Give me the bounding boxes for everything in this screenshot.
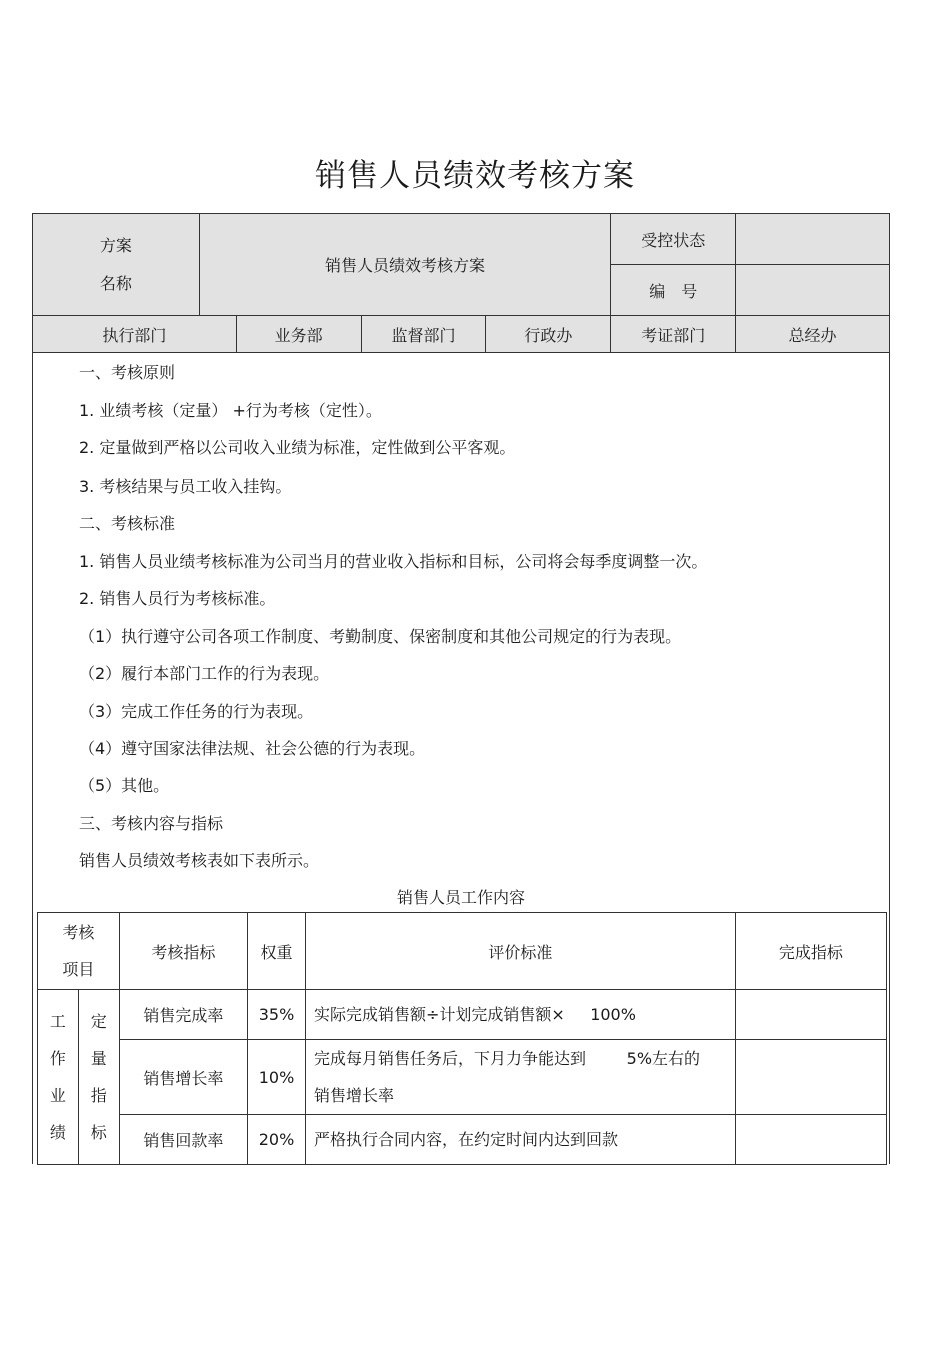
verify-dept-label: 考证部门	[611, 316, 736, 353]
header-assess-item-line-2: 项目	[62, 960, 95, 979]
exec-dept-label: 执行部门	[33, 316, 237, 353]
row-criteria	[305, 1040, 735, 1115]
row-weight: 10%	[248, 1040, 306, 1115]
section-heading: 三、考核内容与指标	[79, 814, 224, 833]
body-line: 3. 考核结果与员工收入挂钩。	[79, 477, 292, 496]
plan-name-label-cell	[33, 214, 200, 316]
body-line: （1）执行遵守公司各项工作制度、考勤制度、保密制度和其他公司规定的行为表现。	[79, 627, 682, 646]
group-char: 绩	[49, 1123, 66, 1142]
row-criteria-line: 销售增长率	[313, 1086, 394, 1105]
row-target[interactable]	[735, 990, 886, 1040]
group-char: 业	[49, 1086, 66, 1105]
header-assess-item	[38, 913, 120, 990]
kpi-table	[37, 912, 887, 1165]
row-criteria-line: 实际完成销售额÷计划完成销售额× 100%	[313, 1005, 636, 1024]
header-criteria: 评价标准	[305, 913, 735, 990]
plan-label-line-1: 方案	[99, 235, 132, 255]
body-line: 2. 销售人员行为考核标准。	[79, 589, 276, 608]
row-weight: 20%	[248, 1115, 306, 1165]
table-caption: 销售人员工作内容	[396, 888, 525, 907]
group-char: 作	[49, 1049, 66, 1068]
document-title: 销售人员绩效考核方案	[315, 158, 635, 194]
group-char: 工	[49, 1012, 66, 1031]
number-value[interactable]	[736, 265, 890, 316]
group-char: 标	[90, 1123, 107, 1142]
body-line: （2）履行本部门工作的行为表现。	[79, 664, 330, 683]
supervise-dept-value: 行政办	[486, 316, 611, 353]
table-row	[38, 1040, 887, 1115]
plan-label-line-2: 名称	[99, 273, 132, 293]
departments-table	[32, 315, 890, 353]
plan-name-value: 销售人员绩效考核方案	[199, 214, 610, 316]
kpi-header-row	[38, 913, 887, 990]
table-row	[38, 1115, 887, 1165]
exec-dept-value: 业务部	[236, 316, 361, 353]
row-criteria-line: 严格执行合同内容，在约定时间内达到回款	[313, 1130, 618, 1149]
plan-form	[32, 213, 890, 1164]
group-char: 量	[90, 1049, 107, 1068]
header-weight: 权重	[248, 913, 306, 990]
row-criteria	[305, 990, 735, 1040]
row-indicator: 销售增长率	[119, 1040, 247, 1115]
table-row	[38, 990, 887, 1040]
body-line: 2. 定量做到严格以公司收入业绩为标准，定性做到公平客观。	[79, 438, 516, 457]
body-line: 1. 业绩考核（定量） +行为考核（定性）。	[79, 401, 382, 420]
header-indicator: 考核指标	[119, 913, 247, 990]
row-criteria	[305, 1115, 735, 1165]
body-line: （4）遵守国家法律法规、社会公德的行为表现。	[79, 739, 426, 758]
body-line: （3）完成工作任务的行为表现。	[79, 702, 314, 721]
row-target[interactable]	[735, 1115, 886, 1165]
section-heading: 一、考核原则	[79, 363, 176, 382]
row-target[interactable]	[735, 1040, 886, 1115]
section-heading: 二、考核标准	[79, 514, 176, 533]
row-criteria-line: 完成每月销售任务后，下月力争能达到 5%左右的	[313, 1049, 701, 1068]
number-label: 编 号	[611, 265, 736, 316]
group-quantitative	[78, 990, 119, 1165]
verify-dept-value: 总经办	[736, 316, 890, 353]
body-line: （5）其他。	[79, 776, 170, 795]
header-assess-item-line-1: 考核	[62, 923, 95, 942]
control-state-label: 受控状态	[611, 214, 736, 265]
group-char: 定	[90, 1012, 107, 1031]
row-indicator: 销售完成率	[119, 990, 247, 1040]
row-weight: 35%	[248, 990, 306, 1040]
body-line: 1. 销售人员业绩考核标准为公司当月的营业收入指标和目标，公司将会每季度调整一次。	[79, 552, 708, 571]
body-line: 销售人员绩效考核表如下表所示。	[79, 851, 320, 870]
header-target: 完成指标	[735, 913, 886, 990]
group-work-performance	[38, 990, 79, 1165]
group-char: 指	[90, 1086, 107, 1105]
control-state-value[interactable]	[736, 214, 890, 265]
row-indicator: 销售回款率	[119, 1115, 247, 1165]
supervise-dept-label: 监督部门	[361, 316, 486, 353]
plan-header-table	[32, 213, 890, 316]
